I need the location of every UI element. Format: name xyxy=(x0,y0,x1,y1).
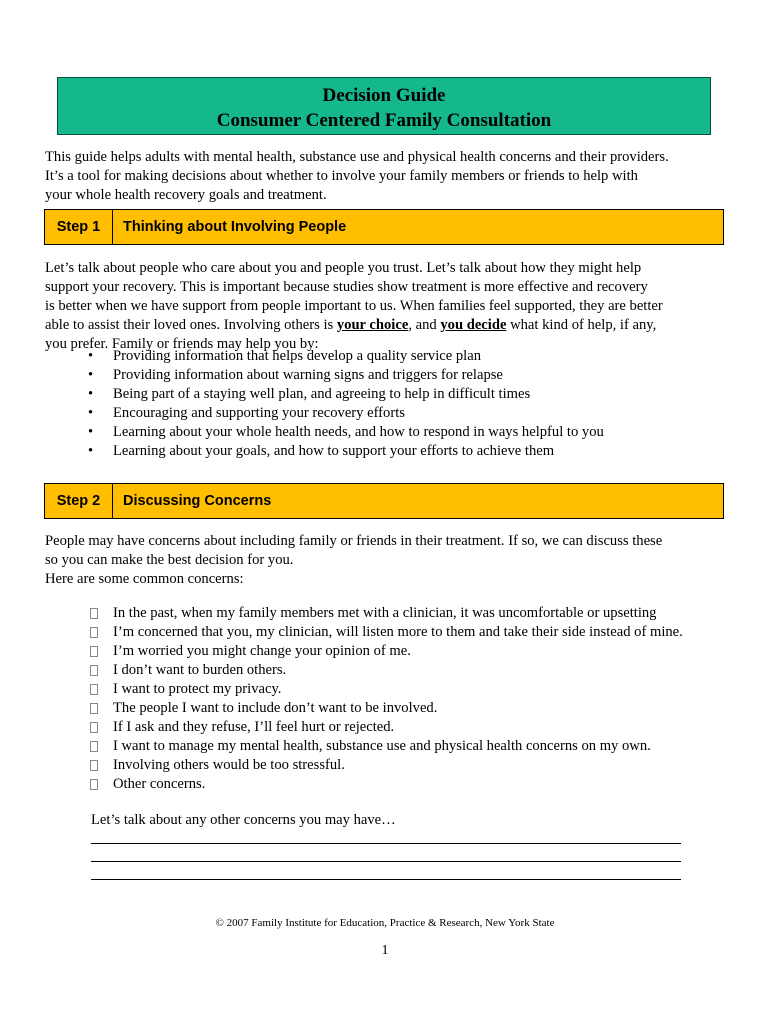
checkbox-icon[interactable] xyxy=(90,741,98,752)
checkbox-icon[interactable] xyxy=(90,627,98,638)
checkbox-icon[interactable] xyxy=(90,760,98,771)
list-item-text: I’m worried you might change your opinion of me. xyxy=(113,643,411,659)
step-1-title: Thinking about Involving People xyxy=(123,219,347,235)
other-concerns-prompt: Let’s talk about any other concerns you may have… xyxy=(91,812,396,828)
step-2-paragraph xyxy=(45,532,685,589)
list-item-text: Encouraging and supporting your recovery efforts xyxy=(113,405,405,421)
step-2-label: Step 2 xyxy=(45,484,113,518)
answer-line-2[interactable] xyxy=(91,861,681,862)
step-2-line-3: Here are some common concerns: xyxy=(45,571,244,587)
step-2-title: Discussing Concerns xyxy=(123,493,272,509)
list-item xyxy=(88,623,688,642)
list-item-text: I want to protect my privacy. xyxy=(113,681,282,697)
list-item xyxy=(88,442,708,461)
step-1-label: Step 1 xyxy=(45,210,113,244)
step-1-header xyxy=(44,209,724,245)
you-decide-emphasis: you decide xyxy=(440,317,507,333)
bullet-icon: • xyxy=(88,405,94,421)
list-item xyxy=(88,642,688,661)
list-item xyxy=(88,680,688,699)
list-item xyxy=(88,385,708,404)
checkbox-icon[interactable] xyxy=(90,703,98,714)
list-item-text: Providing information about warning signs and triggers for relapse xyxy=(113,367,503,383)
list-item-text: Being part of a staying well plan, and agreeing to help in difficult times xyxy=(113,386,531,402)
list-item-text: I don’t want to burden others. xyxy=(113,662,287,678)
your-choice-emphasis: your choice xyxy=(336,317,409,333)
list-item xyxy=(88,775,688,794)
list-item-text: If I ask and they refuse, I’ll feel hurt or rejected. xyxy=(113,719,395,735)
checkbox-icon[interactable] xyxy=(90,608,98,619)
intro-line-2: It’s a tool for making decisions about whether to involve your family members or friends to help with xyxy=(45,168,638,184)
step-1-line-4-end: what kind of help, if any, xyxy=(506,317,657,333)
page-number: 1 xyxy=(381,943,389,958)
list-item xyxy=(88,604,688,623)
checkbox-icon[interactable] xyxy=(90,684,98,695)
help-bullet-list xyxy=(88,347,708,461)
bullet-icon: • xyxy=(88,424,94,440)
checkbox-icon[interactable] xyxy=(90,779,98,790)
bullet-icon: • xyxy=(88,348,94,364)
step-1-paragraph xyxy=(45,259,685,354)
list-item-text: In the past, when my family members met with a clinician, it was uncomfortable or upsetting xyxy=(113,605,657,621)
step-1-line-4-sep: , and xyxy=(408,317,441,333)
list-item-text: Learning about your whole health needs, and how to respond in ways helpful to you xyxy=(113,424,604,440)
step-2-line-1: People may have concerns about including family or friends in their treatment. If so, we can discuss these xyxy=(45,533,663,549)
step-1-line-1: Let’s talk about people who care about you and people you trust. Let’s talk about how they might help xyxy=(45,260,642,276)
list-item-text: Learning about your goals, and how to support your efforts to achieve them xyxy=(113,443,555,459)
step-1-line-2: support your recovery. This is important because studies show treatment is more effective and recovery xyxy=(45,279,648,295)
intro-line-1: This guide helps adults with mental health, substance use and physical health concerns and their providers. xyxy=(45,149,669,165)
list-item xyxy=(88,737,688,756)
list-item xyxy=(88,756,688,775)
copyright-footer: © 2007 Family Institute for Education, Practice & Research, New York State xyxy=(215,917,555,929)
intro-paragraph xyxy=(45,148,685,205)
list-item xyxy=(88,423,708,442)
title-banner xyxy=(57,77,711,135)
intro-line-3: your whole health recovery goals and treatment. xyxy=(45,187,327,203)
step-2-header xyxy=(44,483,724,519)
list-item-text: I’m concerned that you, my clinician, will listen more to them and take their side instead of mine. xyxy=(113,624,683,640)
list-item-text: I want to manage my mental health, substance use and physical health concerns on my own. xyxy=(113,738,651,754)
answer-line-1[interactable] xyxy=(91,843,681,844)
list-item-text: Involving others would be too stressful. xyxy=(113,757,345,773)
bullet-icon: • xyxy=(88,443,94,459)
step-1-line-4 xyxy=(45,316,685,335)
concerns-checklist xyxy=(88,604,688,794)
step-1-line-3: is better when we have support from people important to us. When families feel supported, they are better xyxy=(45,298,663,314)
list-item-text: Other concerns. xyxy=(113,776,206,792)
list-item xyxy=(88,699,688,718)
list-item xyxy=(88,718,688,737)
answer-line-3[interactable] xyxy=(91,879,681,880)
list-item xyxy=(88,404,708,423)
list-item xyxy=(88,366,708,385)
list-item xyxy=(88,347,708,366)
title-line-1: Decision Guide xyxy=(322,85,446,106)
step-1-line-5: you prefer. Family or friends may help you by: xyxy=(45,336,319,352)
bullet-icon: • xyxy=(88,367,94,383)
step-2-line-2: so you can make the best decision for you. xyxy=(45,552,294,568)
checkbox-icon[interactable] xyxy=(90,665,98,676)
list-item-text: Providing information that helps develop a quality service plan xyxy=(113,348,482,364)
bullet-icon: • xyxy=(88,386,94,402)
checkbox-icon[interactable] xyxy=(90,646,98,657)
list-item-text: The people I want to include don’t want to be involved. xyxy=(113,700,438,716)
title-line-2: Consumer Centered Family Consultation xyxy=(216,110,552,131)
list-item xyxy=(88,661,688,680)
checkbox-icon[interactable] xyxy=(90,722,98,733)
step-1-line-4-text: able to assist their loved ones. Involving others is xyxy=(45,317,337,333)
